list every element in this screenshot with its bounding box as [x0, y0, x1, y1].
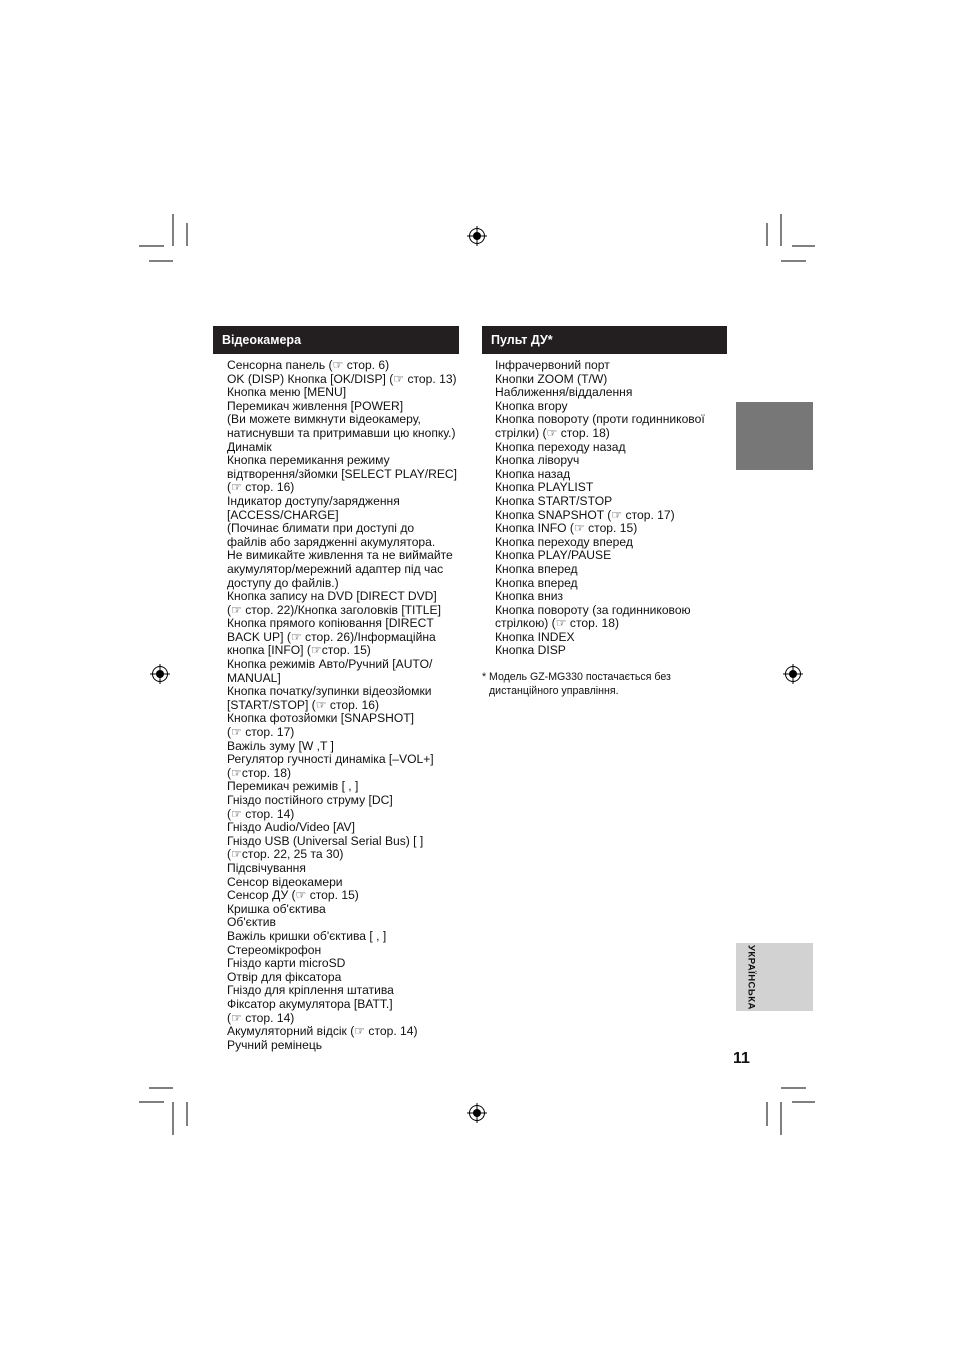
list-item: Гніздо USB (Universal Serial Bus) [ ] [227, 833, 424, 848]
list-item: Важіль зуму [W ,T ] [227, 738, 334, 753]
list-item: Інфрачервоний порт [495, 358, 610, 372]
list-item: Наближення/віддалення [495, 385, 633, 400]
registration-mark-left [150, 664, 170, 684]
list-item: Індикатор доступу/зарядження [227, 493, 400, 508]
list-item: відтворення/зйомки [SELECT PLAY/REC] [227, 466, 458, 481]
list-item: Фіксатор акумулятора [BATT.] [227, 996, 393, 1011]
list-item: Гніздо для кріплення штатива [227, 983, 394, 998]
list-item: Кнопки ZOOM (T/W) [495, 371, 608, 386]
list-item: Сенсорна панель (☞ стор. 6) [227, 358, 390, 372]
list-item: (☞стор. 22, 25 та 30) [227, 847, 344, 862]
list-item: Динамік [227, 439, 272, 454]
list-item: (☞ стор. 14) [227, 806, 295, 821]
footnote-marker: * [482, 671, 487, 683]
list-item: Кнопка перемикання режиму [227, 453, 390, 468]
list-item: (☞ стор. 17) [227, 725, 295, 740]
list-item: Стереомікрофон [227, 942, 322, 957]
list-item: Кнопка вперед [495, 575, 578, 590]
list-item: Не вимикайте живлення та не виймайте [227, 548, 453, 563]
list-item: (☞ стор. 14) [227, 1010, 295, 1025]
list-item: Сенсор ДУ (☞ стор. 15) [227, 888, 359, 903]
list-item: Отвір для фіксатора [227, 969, 342, 984]
list-item: Кнопка DISP [495, 643, 566, 658]
list-item: (Ви можете вимкнути відеокамеру, [227, 412, 421, 427]
language-label: УКРАЇНСЬКА [745, 944, 757, 1010]
list-item: Кнопка INFO (☞ стор. 15) [495, 521, 638, 536]
list-item: стрілки) (☞ стор. 18) [495, 425, 610, 440]
list-item: Кнопка ліворуч [495, 453, 580, 468]
list-item: Важіль кришки об'єктива [ , ] [227, 928, 387, 943]
list-item: (Починає блимати при доступі до [227, 521, 415, 536]
page-number: 11 [733, 1050, 750, 1067]
list-item: Гніздо карти microSD [227, 956, 346, 971]
list-item: Кнопка повороту (проти годинникової [495, 412, 705, 427]
list-item: Ручний ремінець [227, 1037, 323, 1052]
list-item: Перемикач режимів [ , ] [227, 779, 359, 794]
list-item: Кнопка фотозйомки [SNAPSHOT] [227, 711, 415, 726]
list-item: акумулятор/мережний адаптер під час [227, 561, 444, 576]
list-item: Регулятор гучності динаміка [–VOL+] [227, 752, 434, 767]
list-item: Гніздо постійного струму [DC] [227, 793, 393, 807]
list-item: OK (DISP) Кнопка [OK/DISP] (☞ стор. 13) [227, 371, 457, 386]
list-item: Перемикач живлення [POWER] [227, 398, 404, 413]
list-item: Кнопка вниз [495, 589, 564, 604]
list-item: Об'єктив [227, 915, 276, 930]
list-item: Кришка об'єктива [227, 901, 326, 916]
list-item: Кнопка переходу назад [495, 439, 626, 454]
remote-footnote [482, 671, 722, 698]
list-item: [START/STOP] (☞ стор. 16) [227, 697, 380, 712]
list-item: (☞ стор. 22)/Кнопка заголовків [TITLE] [227, 602, 441, 617]
remote-section-title: Пульт ДУ* [482, 326, 727, 354]
list-item: Кнопка вперед [495, 561, 578, 576]
list-item: Акумуляторний відсік (☞ стор. 14) [227, 1024, 418, 1039]
list-item: кнопка [INFO] (☞стор. 15) [227, 643, 371, 658]
list-item: Кнопка повороту (за годинниковою [495, 602, 691, 617]
list-item: Гніздо Audio/Video [AV] [227, 820, 355, 835]
list-item: (☞стор. 18) [227, 765, 291, 780]
list-item: Кнопка запису на DVD [DIRECT DVD] [227, 589, 437, 604]
list-item: Кнопка PLAY/PAUSE [495, 548, 612, 563]
list-item: Кнопка START/STOP [495, 493, 613, 508]
registration-mark-bottom [467, 1103, 487, 1123]
list-item: Кнопка PLAYLIST [495, 480, 594, 495]
list-item: Кнопка прямого копіювання [DIRECT [227, 616, 434, 631]
list-item: натиснувши та притримавши цю кнопку.) [227, 425, 456, 440]
camcorder-section-title: Відеокамера [213, 326, 459, 354]
list-item: BACK UP] (☞ стор. 26)/Інформаційна [227, 629, 436, 644]
list-item: Кнопка вгору [495, 398, 568, 413]
list-item: Кнопка початку/зупинки відеозйомки [227, 684, 432, 699]
camcorder-parts-list [227, 359, 463, 1052]
list-item: Підсвічування [227, 860, 306, 875]
list-item: [ACCESS/CHARGE] [227, 507, 339, 522]
list-item: Кнопка назад [495, 466, 571, 481]
list-item: Кнопка INDEX [495, 629, 575, 644]
footnote-text: Модель GZ-MG330 постачається без дистанційного управління. [489, 671, 671, 697]
list-item: Кнопка переходу вперед [495, 534, 633, 549]
registration-mark-right [783, 664, 803, 684]
list-item: доступу до файлів.) [227, 575, 339, 590]
registration-mark-top [467, 226, 487, 246]
list-item: Кнопка меню [MENU] [227, 385, 347, 400]
list-item: Кнопка SNAPSHOT (☞ стор. 17) [495, 507, 675, 522]
chapter-tab-marker [736, 402, 813, 470]
list-item: стрілкою) (☞ стор. 18) [495, 616, 619, 631]
list-item: Кнопка режимів Авто/Ручний [AUTO/ [227, 657, 433, 672]
list-item: Сенсор відеокамери [227, 874, 343, 889]
list-item: (☞ стор. 16) [227, 480, 295, 495]
remote-parts-list [495, 359, 725, 658]
list-item: файлів або зарядженні акумулятора. [227, 534, 436, 549]
list-item: MANUAL] [227, 670, 281, 685]
